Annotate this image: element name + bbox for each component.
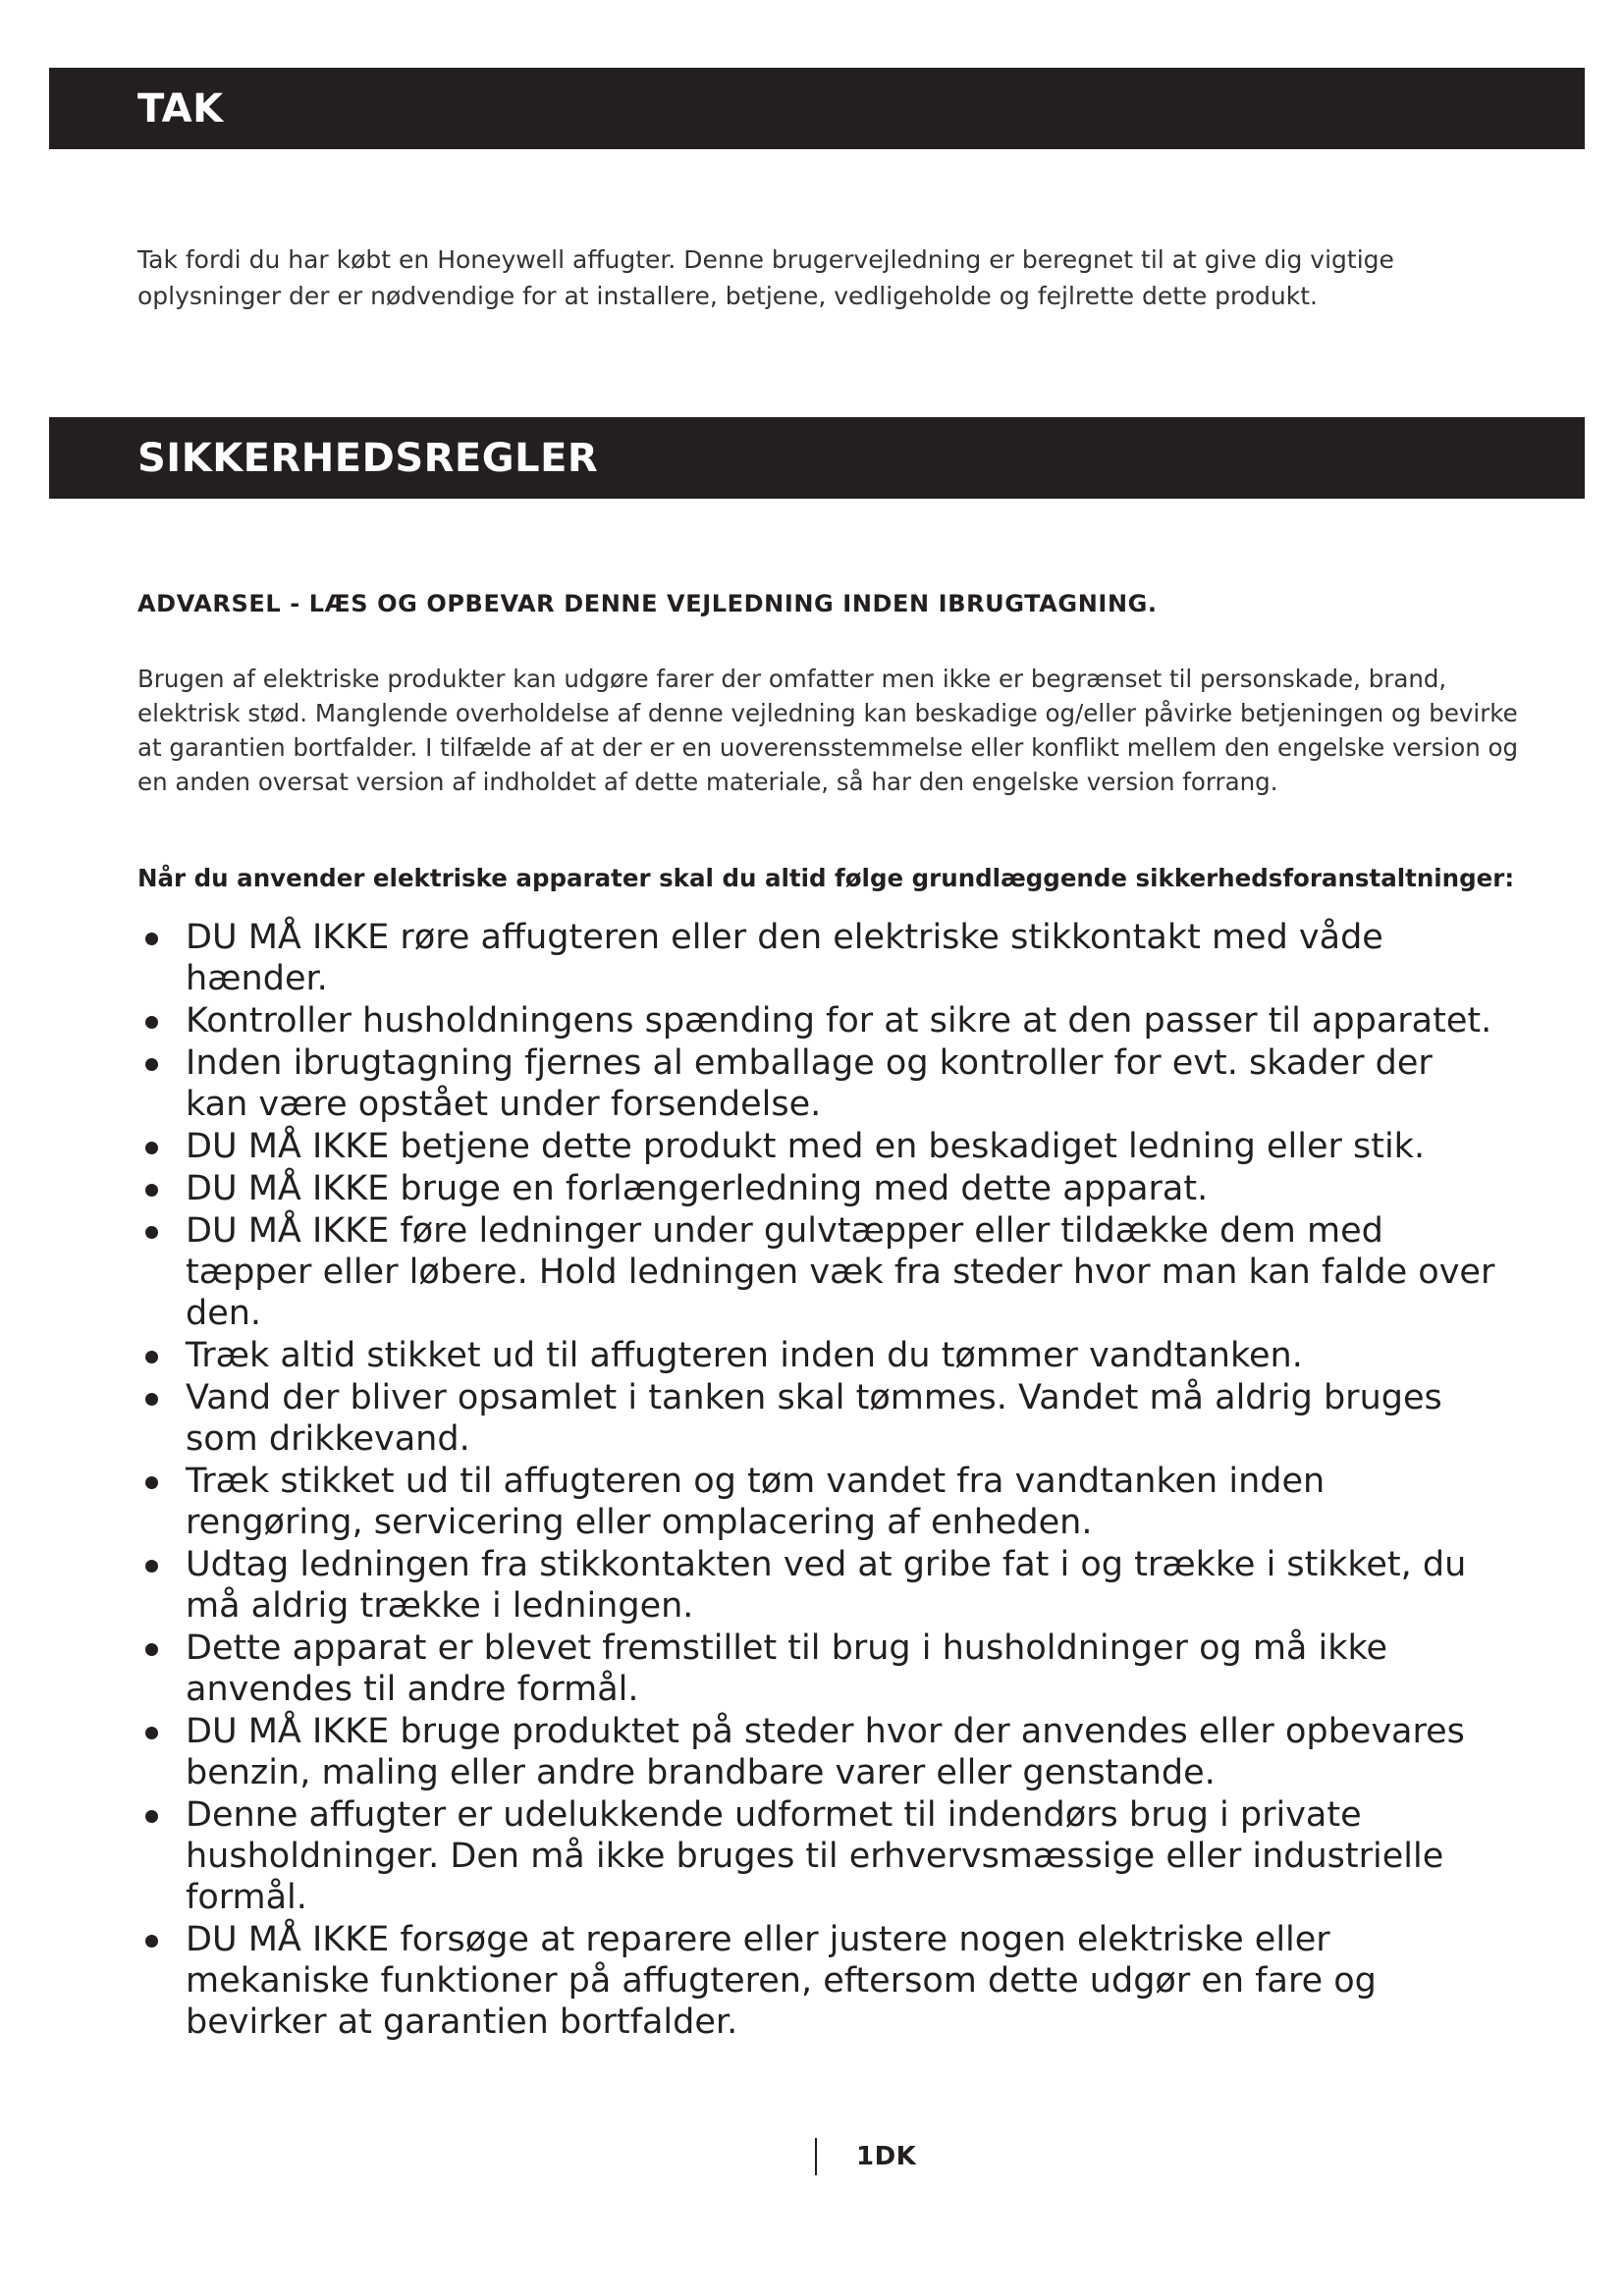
- bullet-icon: [145, 1351, 158, 1363]
- bullet-icon: [145, 1142, 158, 1154]
- safety-item: [137, 917, 1502, 999]
- safety-item: [137, 1794, 1502, 1918]
- section-header-safety: [49, 417, 1585, 499]
- warning-heading: ADVARSEL - LÆS OG OPBEVAR DENNE VEJLEDNING INDEN IBRUGTAGNING.: [137, 590, 1158, 617]
- bullet-icon: [145, 1476, 158, 1489]
- safety-item: [137, 1335, 1502, 1376]
- section-header-tak: [49, 68, 1585, 149]
- safety-item: [137, 1042, 1502, 1125]
- safety-list: [137, 917, 1502, 2044]
- section-title-tak: TAK: [137, 85, 224, 132]
- safety-item-text: Vand der bliver opsamlet i tanken skal tømmes. Vandet må aldrig bruges som drikkevand.: [186, 1378, 1442, 1459]
- safety-item: [137, 1000, 1502, 1041]
- bullet-icon: [145, 1393, 158, 1406]
- bullet-icon: [145, 1226, 158, 1239]
- safety-item-text: DU MÅ IKKE bruge produktet på steder hvor der anvendes eller opbevares benzin, maling eller andre brandbare varer eller genstande.: [186, 1712, 1465, 1792]
- bullet-icon: [145, 1935, 158, 1948]
- safety-item: [137, 1711, 1502, 1793]
- safety-item: [137, 1544, 1502, 1627]
- footer-divider: [815, 2138, 817, 2175]
- bullet-icon: [145, 1016, 158, 1029]
- safety-item-text: DU MÅ IKKE føre ledninger under gulvtæpper eller tildække dem med tæpper eller løbere. Hold ledningen væk fra steder hvor man kan falde over den.: [186, 1211, 1495, 1333]
- safety-item-text: DU MÅ IKKE røre affugteren eller den elektriske stikkontakt med våde hænder.: [186, 918, 1383, 998]
- safety-item: [137, 1168, 1502, 1209]
- page-footer: [815, 2137, 916, 2176]
- safety-item-text: Kontroller husholdningens spænding for at sikre at den passer til apparatet.: [186, 1001, 1492, 1041]
- safety-item-text: DU MÅ IKKE bruge en forlængerledning med dette apparat.: [186, 1169, 1209, 1208]
- safety-item: [137, 1377, 1502, 1460]
- safety-item: [137, 1919, 1502, 2043]
- safety-item-text: Inden ibrugtagning fjernes al emballage og kontroller for evt. skader der kan være opstået under forsendelse.: [186, 1043, 1433, 1124]
- safety-item-text: DU MÅ IKKE forsøge at reparere eller justere nogen elektriske eller mekaniske funktioner på affugteren, eftersom dette udgør en fare og bevirker at garantien bortfalder.: [186, 1920, 1377, 2042]
- bullet-icon: [145, 1727, 158, 1739]
- bullet-icon: [145, 1058, 158, 1071]
- bullet-icon: [145, 933, 158, 945]
- safety-item: [137, 1461, 1502, 1543]
- warning-paragraph: Brugen af elektriske produkter kan udgøre farer der omfatter men ikke er begrænset til personskade, brand, elektrisk stød. Manglende overholdelse af denne vejledning kan beskadige og/eller påvirke betjeningen og bevirke at garantien bortfalder. I tilfælde af at der er en uoverensstemmelse eller konflikt mellem den engelske version og en anden oversat version af indholdet af dette materiale, så har den engelske version forrang.: [137, 665, 1519, 796]
- precaution-lead: Når du anvender elektriske apparater skal du altid følge grundlæggende sikkerhedsforanstaltninger:: [137, 864, 1515, 892]
- page-number: 1DK: [856, 2142, 917, 2171]
- bullet-icon: [145, 1184, 158, 1197]
- safety-item: [137, 1126, 1502, 1167]
- safety-item-text: Dette apparat er blevet fremstillet til brug i husholdninger og må ikke anvendes til andre formål.: [186, 1629, 1388, 1709]
- safety-item-text: Denne affugter er udelukkende udformet til indendørs brug i private husholdninger. Den må ikke bruges til erhvervsmæssige eller industrielle formål.: [186, 1795, 1444, 1917]
- bullet-icon: [145, 1560, 158, 1573]
- safety-item-text: Træk stikket ud til affugteren og tøm vandet fra vandtanken inden rengøring, servicering eller omplacering af enheden.: [186, 1462, 1326, 1542]
- safety-item: [137, 1210, 1502, 1334]
- bullet-icon: [145, 1643, 158, 1656]
- safety-item: [137, 1628, 1502, 1710]
- safety-item-text: Træk altid stikket ud til affugteren inden du tømmer vandtanken.: [186, 1336, 1303, 1375]
- safety-item-text: DU MÅ IKKE betjene dette produkt med en beskadiget ledning eller stik.: [186, 1127, 1426, 1166]
- bullet-icon: [145, 1810, 158, 1823]
- section-title-safety: SIKKERHEDSREGLER: [137, 435, 599, 481]
- intro-paragraph: Tak fordi du har købt en Honeywell affugter. Denne brugervejledning er beregnet til at give dig vigtige oplysninger der er nødvendige for at installere, betjene, vedligeholde og fejlrette dette produkt.: [137, 245, 1394, 310]
- safety-item-text: Udtag ledningen fra stikkontakten ved at gribe fat i og trække i stikket, du må aldrig trække i ledningen.: [186, 1545, 1467, 1626]
